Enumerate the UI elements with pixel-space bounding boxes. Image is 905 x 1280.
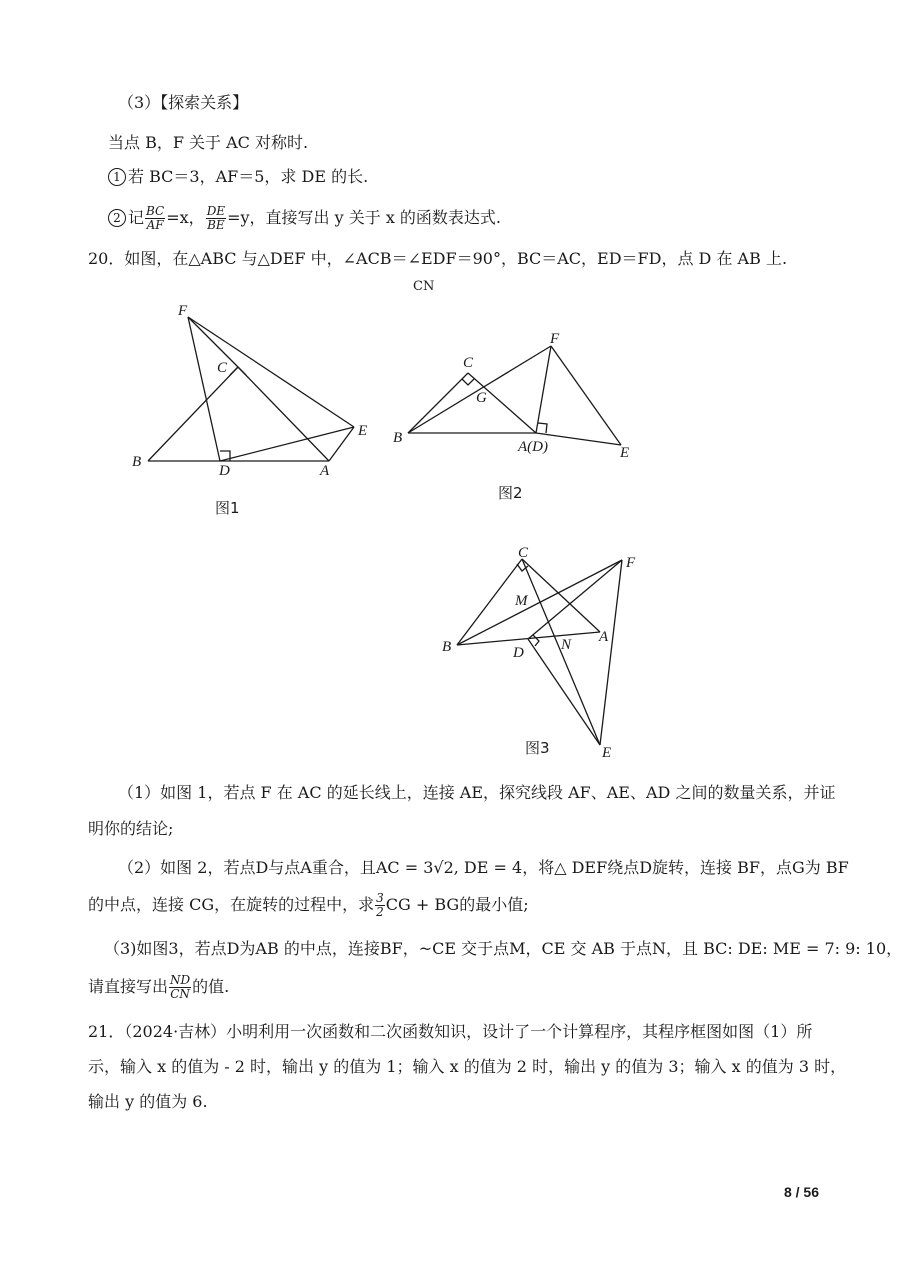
sub-question-3: （3)如图3，若点D为AB 的中点，连接BF，~CE 交于点M，CE 交 AB 于点N，且 BC: DE: ME = 7: 9: 10， (104, 939, 903, 958)
part3-question-1 (108, 165, 368, 189)
fig3-caption: 图3 (525, 739, 550, 757)
fig2-caption: 图2 (498, 484, 523, 502)
sub3-frac-denominator: CN (170, 987, 190, 1001)
label-d: D (513, 645, 524, 661)
sub-question-1-cont: 明你的结论; (88, 819, 174, 838)
label-b: B (132, 454, 142, 470)
problem21-line-1: 21．（2024·吉林）小明利用一次函数和二次函数知识，设计了一个计算程序，其程序框图如图（1）所 (88, 1022, 813, 1041)
label-f: F (178, 303, 188, 319)
sub2-suffix: CG + BG的最小值; (385, 895, 529, 914)
frac1-denominator: AF (146, 218, 164, 232)
label-g: G (476, 390, 487, 406)
problem21-line-2: 示，输入 x 的值为 - 2 时，输出 y 的值为 1；输入 x 的值为 2 时，输出 y 的值为 3；输入 x 的值为 3 时， (88, 1057, 847, 1076)
q2-suffix: =y，直接写出 y 关于 x 的函数表达式. (227, 208, 502, 227)
frac2-denominator: BE (207, 218, 225, 232)
label-d: D (219, 463, 230, 479)
circled-number-1: 1 (108, 168, 126, 186)
fraction-bc-af (145, 205, 165, 232)
sub3-frac-numerator: ND (170, 973, 191, 987)
sub-question-1: （1）如图 1，若点 F 在 AC 的延长线上，连接 AE，探究线段 AF、AE、AD 之间的数量关系，并证 (118, 783, 836, 802)
label-f: F (550, 331, 560, 347)
q2-prefix: 记 (128, 208, 145, 227)
label-c: C (463, 355, 474, 371)
fraction-three-halves (375, 892, 385, 919)
label-c: C (518, 545, 529, 561)
frac1-numerator: BC (146, 204, 165, 218)
problem21-line-3: 输出 y 的值为 6. (88, 1092, 208, 1111)
problem20-stem: 20．如图，在△ABC 与△DEF 中，∠ACB＝∠EDF＝90°，BC＝AC，ED＝FD，点 D 在 AB 上. (88, 249, 788, 268)
label-n: N (561, 637, 572, 653)
figure-2 (385, 325, 645, 505)
q2-mid: =x， (166, 208, 205, 227)
page-number: 8 / 56 (783, 1184, 819, 1200)
label-e: E (358, 423, 368, 439)
part3-heading: （3）【探索关系】 (118, 93, 249, 112)
label-b: B (393, 430, 403, 446)
fig1-caption: 图1 (215, 499, 240, 517)
label-ad: A(D) (518, 439, 548, 455)
part3-condition: 当点 B，F 关于 AC 对称时. (108, 133, 309, 152)
label-a: A (320, 463, 330, 479)
sub-question-2: （2）如图 2，若点D与点A重合，且AC = 3√2, DE = 4，将△ DEF绕点D旋转，连接 BF，点G为 BF (118, 858, 849, 877)
figure-3 (435, 545, 645, 760)
figure-1 (120, 295, 380, 525)
fraction-de-be (206, 205, 226, 232)
label-b: B (442, 639, 452, 655)
sub2-prefix: 的中点，连接 CG，在旋转的过程中，求 (88, 895, 375, 914)
circled-number-2: 2 (108, 209, 126, 227)
label-f: F (626, 555, 636, 571)
sub3-suffix: 的值. (192, 977, 230, 996)
label-m: M (515, 593, 528, 609)
fraction-nd-cn (169, 974, 191, 1001)
label-e: E (620, 445, 630, 461)
frac2-numerator: DE (206, 204, 226, 218)
sub2-frac-denominator: 2 (376, 905, 384, 919)
label-c: C (217, 360, 228, 376)
sub-question-2-cont (88, 890, 529, 920)
part3-question-2 (108, 203, 501, 233)
label-e: E (602, 745, 612, 760)
stray-mark: CN (413, 279, 435, 294)
label-a: A (599, 629, 609, 645)
sub2-frac-numerator: 3 (376, 891, 384, 905)
sub3-prefix: 请直接写出 (88, 977, 169, 996)
q1-text: 若 BC＝3，AF＝5，求 DE 的长. (128, 167, 369, 186)
sub-question-3-cont (88, 972, 229, 1002)
